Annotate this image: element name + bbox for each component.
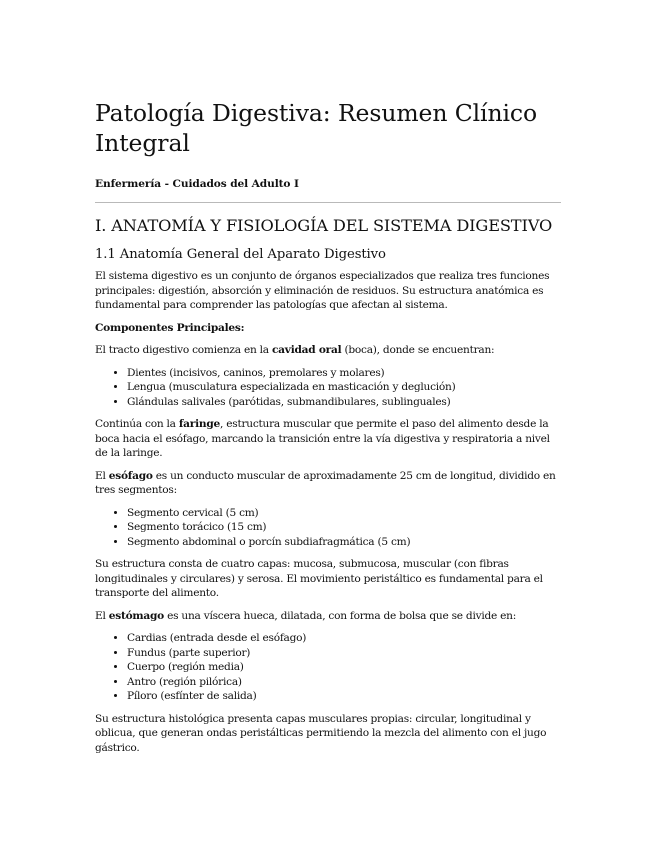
list-item: • Segmento torácico (15 cm)	[127, 520, 561, 535]
list-item: • Dientes (incisivos, caninos, premolares y molares)	[127, 366, 561, 381]
oral-text-before: El tracto digestivo comienza en la	[95, 344, 272, 356]
list-item: • Píloro (esfínter de salida)	[127, 689, 561, 704]
esophagus-list	[95, 506, 561, 550]
document-subtitle: Enfermería - Cuidados del Adulto I	[95, 178, 299, 190]
document-title: Patología Digestiva: Resumen Clínico Integral	[95, 99, 538, 157]
stomach-list	[95, 631, 561, 704]
subsection-heading: 1.1 Anatomía General del Aparato Digestivo	[95, 247, 386, 262]
stomach-text-before: El	[95, 609, 109, 622]
list-item: • Antro (región pilórica)	[127, 675, 561, 690]
header-divider	[95, 202, 561, 203]
esophagus-term: esófago	[108, 469, 153, 482]
stomach-paragraph	[95, 609, 561, 624]
intro-paragraph: El sistema digestivo es un conjunto de órganos especializados que realiza tres funciones principales: digestión, absorción y eliminación de residuos. Su estructura anatómica es fundamental para comprender las patologías que afectan al sistema.	[95, 270, 550, 311]
pharynx-text-after: , estructura muscular que permite el paso del alimento desde la boca hacia el esófago, marcando la transición entre la vía digestiva y respiratoria a nivel de la laringe.	[95, 418, 550, 459]
components-label-text: Componentes Principales:	[95, 321, 245, 334]
oral-paragraph	[95, 343, 561, 358]
list-item: • Cuerpo (región media)	[127, 660, 561, 675]
list-item: • Segmento abdominal o porcín subdiafragmática (5 cm)	[127, 535, 561, 550]
stomach-structure-paragraph: Su estructura histológica presenta capas musculares propias: circular, longitudinal y oblicua, que generan ondas peristálticas permitiendo la mezcla del alimento con el jugo gástrico.	[95, 712, 547, 754]
list-item: • Lengua (musculatura especializada en masticación y deglución)	[127, 380, 561, 395]
stomach-text-after: es una víscera hueca, dilatada, con forma de bolsa que se divide en:	[163, 609, 517, 622]
esophagus-text-after: es un conducto muscular de aproximadamente 25 cm de longitud, dividido en tres segmentos:	[95, 469, 556, 496]
stomach-term: estómago	[108, 609, 164, 622]
esophagus-structure-paragraph: Su estructura consta de cuatro capas: mucosa, submucosa, muscular (con fibras longitudinales y circulares) y serosa. El movimiento peristáltico es fundamental para el transporte del alimento.	[95, 558, 543, 599]
oral-term: cavidad oral	[271, 344, 342, 356]
list-item: • Segmento cervical (5 cm)	[127, 506, 561, 521]
pharynx-term: faringe	[178, 418, 220, 430]
section-heading: I. ANATOMÍA Y FISIOLOGÍA DEL SISTEMA DIGESTIVO	[95, 216, 553, 235]
esophagus-paragraph	[95, 469, 561, 498]
pharynx-paragraph	[95, 417, 561, 461]
list-item: • Cardias (entrada desde el esófago)	[127, 631, 561, 646]
pharynx-text-before: Continúa con la	[95, 418, 179, 430]
esophagus-text-before: El	[95, 469, 109, 482]
oral-text-after: (boca), donde se encuentran:	[341, 344, 495, 356]
oral-list	[95, 366, 561, 410]
list-item: • Fundus (parte superior)	[127, 646, 561, 661]
list-item: • Glándulas salivales (parótidas, submandibulares, sublinguales)	[127, 395, 561, 410]
components-label	[95, 321, 561, 336]
